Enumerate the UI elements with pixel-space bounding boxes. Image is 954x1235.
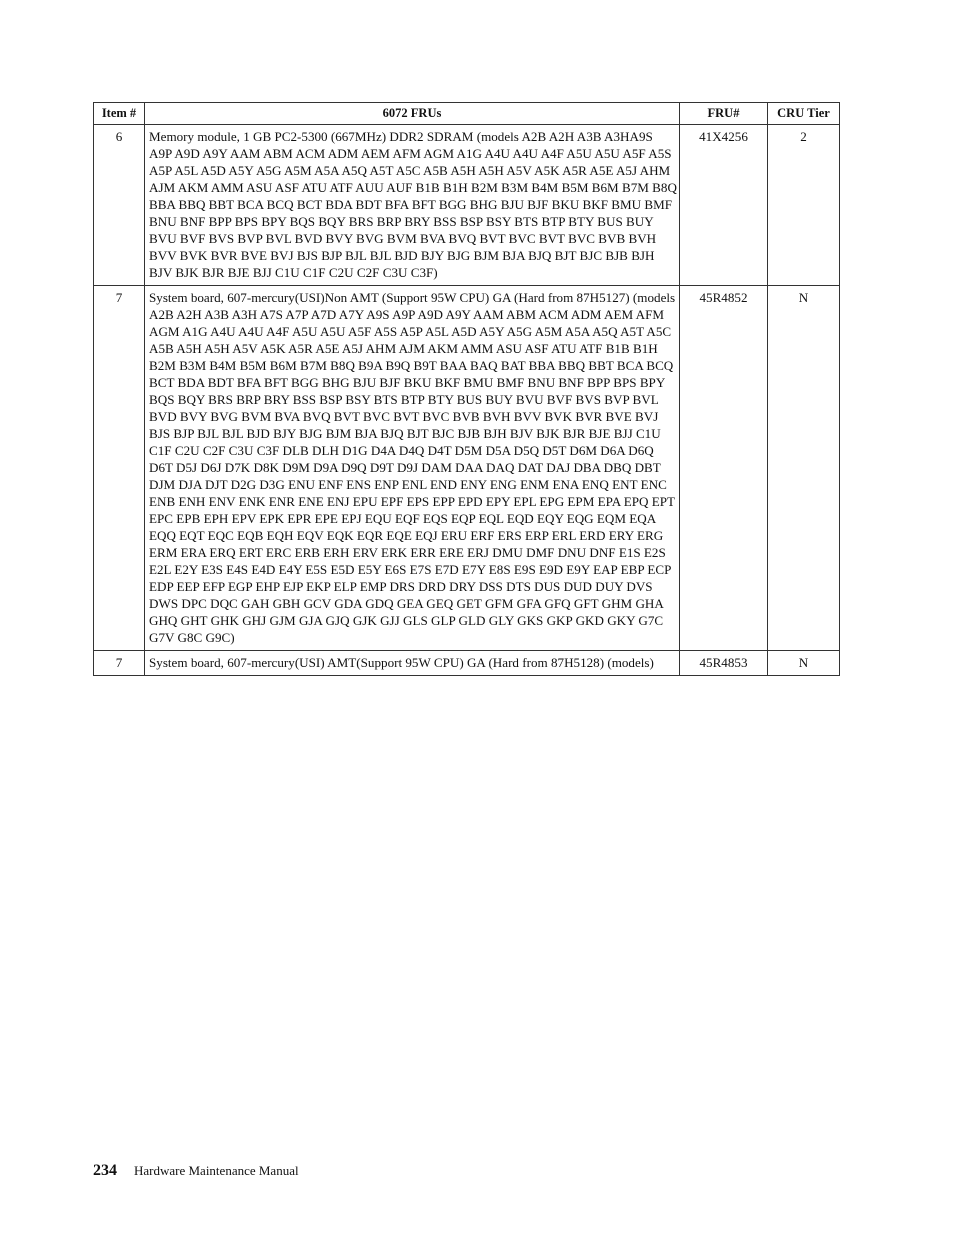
table-header-row (94, 103, 840, 125)
page-footer (93, 1162, 299, 1180)
row-cru-tier: N (768, 651, 840, 676)
row-description: System board, 607-mercury(USI)Non AMT (Support 95W CPU) GA (Hard from 87H5127) (models A2B A2H A3B A3H A7S A7P A7D A7Y A9S A9P A9D A9Y AAM ABM ACM ADM AEM AFM AGM A1G A4U A4U A4F A5U A5U A5F A5S A5P A5L A5D A5Y A5G A5M A5A A5Q A5T A5C A5B A5H A5H A5V A5K A5R A5E A5J AHM AJM AKM AMM ASU ASF ATU ATF B1B B1H B2M B3M B4M B5M B6M B7M B8Q B9A B9Q B9T BAA BAQ BAT BBA BBQ BBT BCA BCQ BCT BDA BDT BFA BFT BGG BHG BJU BJF BKU BKF BMU BMF BNU BNF BPP BPS BPY BQS BQY BRS BRP BRY BSS BSP BSY BTS BTP BTY BUS BUY BVU BVF BVS BVP BVL BVD BVY BVG BVM BVA BVQ BVT BVC BVT BVC BVB BVH BVV BVK BVR BVE BVJ BJS BJP BJL BJL BJD BJY BJG BJM BJA BJQ BJT BJC BJB BJH BJV BJK BJR BJE BJJ C1U C1F C2U C2F C3U C3F DLB DLH D1G D4A D4Q D4T D5M D5A D5Q D5T D6M D6A D6Q D6T D5J D6J D7K D8K D9M D9A D9Q D9T D9J DAM DAA DAQ DAT DAJ DBA DBQ DBT DJM DJA DJT D2G D3G ENU ENF ENS ENP ENL END ENY ENG ENM ENA ENQ ENT ENC ENB ENH ENV ENK ENR ENE ENJ EPU EPF EPS EPP EPD EPY EPL EPG EPM EPA EPQ EPT EPC EPB EPH EPV EPK EPR EPE EPJ EQU EQF EQS EQP EQL EQD EQY EQG EQM EQA EQQ EQT EQC EQB EQH EQV EQK EQR EQE EQJ ERU ERF ERS ERP ERL ERD ERY ERG ERM ERA ERQ ERT ERC ERB ERH ERV ERK ERR ERE ERJ DMU DMF DNU DNF E1S E2S E2L E2Y E3S E4S E4D E4Y E5S E5D E5Y E6S E7S E7D E7Y E8S E9S E9D E9Y EAP EBP ECP EDP EEP EFP EGP EHP EJP EKP ELP EMP DRS DRD DRY DSS DTS DUS DUD DUY DVS DWS DPC DQC GAH GBH GCV GDA GDQ GEA GEQ GET GFM GFA GFQ GFT GHM GHA GHQ GHT GHK GHJ GJM GJA GJQ GJK GJJ GLS GLP GLD GLY GKS GKP GKD GKY G7C G7V G8C G9C) (145, 286, 680, 651)
row-item-number: 7 (94, 286, 145, 651)
table-row (94, 286, 840, 651)
row-fru-number: 41X4256 (680, 125, 768, 286)
row-description: Memory module, 1 GB PC2-5300 (667MHz) DDR2 SDRAM (models A2B A2H A3B A3HA9S A9P A9D A9Y AAM ABM ACM ADM AEM AFM AGM A1G A4U A4U A4F A5U A5U A5F A5S A5P A5L A5D A5Y A5G A5M A5A A5Q A5T A5C A5B A5H A5H A5V A5K A5R A5E A5J AHM AJM AKM AMM ASU ASF ATU ATF AUU AUF B1B B1H B2M B3M B4M B5M B6M B7M B8Q BBA BBQ BBT BCA BCQ BCT BDA BDT BFA BFT BGG BHG BJU BJF BKU BKF BMU BMF BNU BNF BPP BPS BPY BQS BQY BRS BRP BRY BSS BSP BSY BTS BTP BTY BUS BUY BVU BVF BVS BVP BVL BVD BVY BVG BVM BVA BVQ BVT BVC BVT BVC BVB BVH BVV BVK BVR BVE BVJ BJS BJP BJL BJL BJD BJY BJG BJM BJA BJQ BJT BJC BJB BJH BJV BJK BJR BJE BJJ C1U C1F C2U C2F C3U C3F) (145, 125, 680, 286)
row-item-number: 7 (94, 651, 145, 676)
row-description: System board, 607-mercury(USI) AMT(Support 95W CPU) GA (Hard from 87H5128) (models) (145, 651, 680, 676)
column-header-frus: 6072 FRUs (145, 103, 680, 125)
row-fru-number: 45R4853 (680, 651, 768, 676)
column-header-fru-number: FRU# (680, 103, 768, 125)
table-row (94, 125, 840, 286)
manual-title: Hardware Maintenance Manual (134, 1163, 299, 1178)
fru-table (93, 102, 840, 676)
row-fru-number: 45R4852 (680, 286, 768, 651)
table-row (94, 651, 840, 676)
row-cru-tier: 2 (768, 125, 840, 286)
page-number: 234 (93, 1162, 117, 1179)
column-header-item: Item # (94, 103, 145, 125)
row-cru-tier: N (768, 286, 840, 651)
column-header-cru-tier: CRU Tier (768, 103, 840, 125)
row-item-number: 6 (94, 125, 145, 286)
